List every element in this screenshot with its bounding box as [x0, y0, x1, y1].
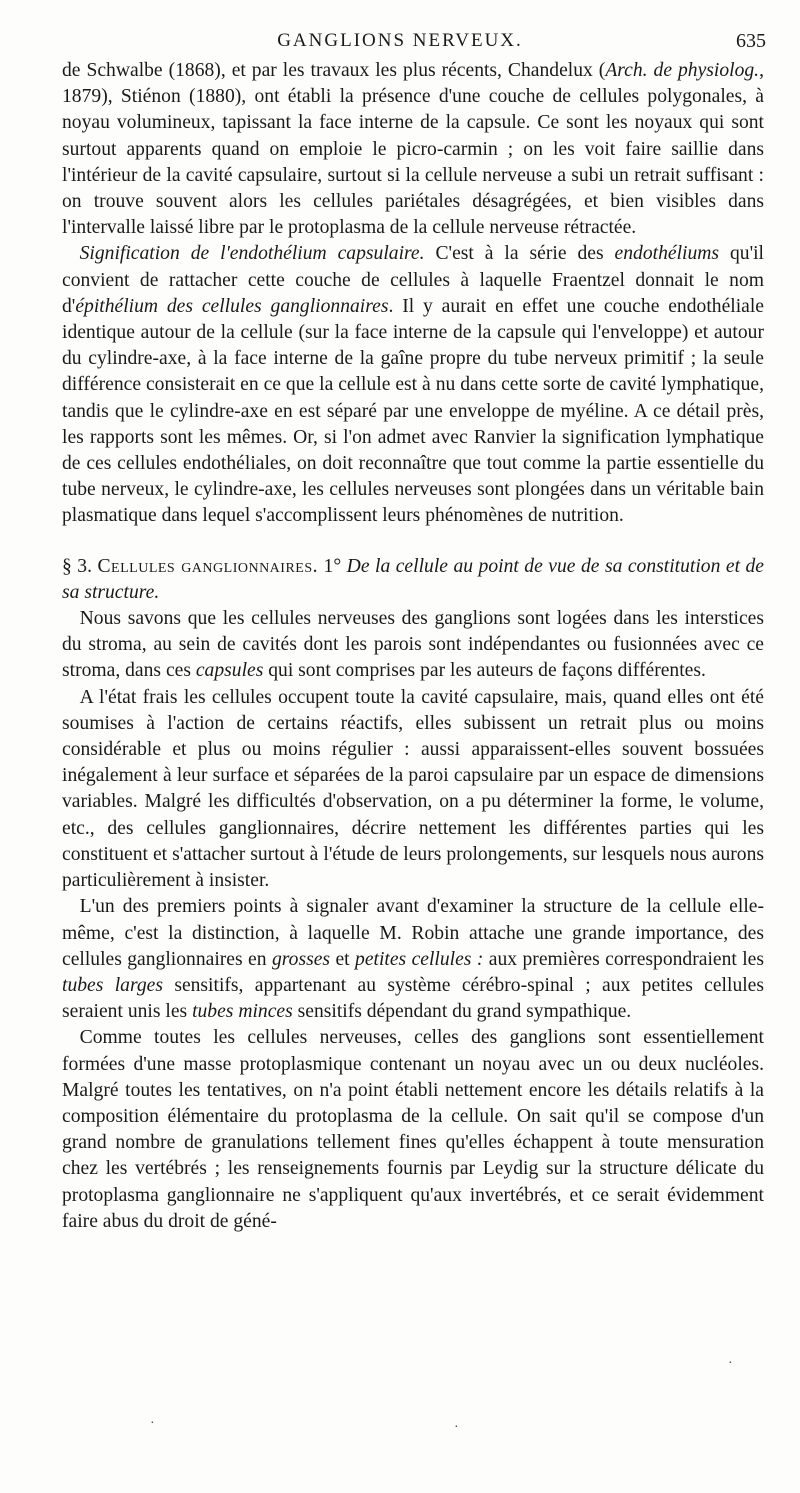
text-run: 1° [318, 555, 347, 577]
text-run: sensitifs dépendant du grand sympathique. [292, 1001, 632, 1023]
text-run: Comme toutes les cellules nerveuses, celles des ganglions sont essentiellement formées d'une masse protoplasmique contenant un noyau avec un ou deux nucléoles. Malgré toutes les tentatives, on n'a point établi nettement encore les détails relatifs à la composition élémentaire du protoplasma de la cellule. On sait qu'il se compose d'un grand nombre de granulations tellement fines qu'elles échappent à toute mensuration chez les vertébrés ; les renseignements fournis par Leydig sur la structure délicate du protoplasma ganglionnaire ne s'appliquent qu'aux invertébrés, et ce serait évidemment faire abus du droit de géné- [62, 1027, 764, 1232]
running-head: GANGLIONS NERVEUX. [277, 30, 523, 51]
text-run: C'est à la série des [424, 243, 615, 265]
term-italic: tubes larges [62, 974, 163, 996]
print-speck: · [454, 1420, 459, 1435]
text-run: A l'état frais les cellules occupent toute la cavité capsulaire, mais, quand elles ont été soumises à l'action de certains réactifs, elles subissent un retrait plus ou moins considérable et plus ou moins régulier : aussi apparaissent-elles souvent bossuées inégalement à leur surface et séparées de la paroi capsulaire par un espace de dimensions variables. Malgré les difficultés d'observation, on a pu déterminer la forme, le volume, etc., des cellules ganglionnaires, décrire nettement les différentes parties qui les constituent et s'attacher surtout à l'étude de leurs prolongements, sur lesquels nous aurons particulièrement à insister. [62, 686, 764, 892]
term-italic: tubes minces [192, 1001, 293, 1023]
paragraph-schwalbe [62, 58, 764, 241]
text-run: . Il y aurait en effet une couche endothéliale identique autour de la cellule (sur la face interne de la capsule qui l'enveloppe) et autour du cylindre-axe, à la face interne de la gaîne propre du tube nerveux primitif ; la seule différence consisterait en ce que la cellule est à nu dans cette sorte de cavité lymphatique, tandis que le cylindre-axe en est séparé par une enveloppe de myéline. A ce détail près, les rapports sont les mêmes. Or, si l'on admet avec Ranvier la signification lymphatique de ces cellules endothéliales, on doit reconnaître que tout comme la partie essentielle du tube nerveux, le cylindre-axe, les cellules nerveuses sont plongées dans un véritable bain plasmatique dans lequel s'accomplissent leurs phénomènes de nutrition. [62, 295, 764, 527]
subsection-heading: Signification de l'endothélium capsulaire. [79, 243, 425, 265]
paragraph-capsules [62, 606, 764, 685]
section-subtitle: De la cellule au point de vue de sa constitution et de sa structure. [62, 555, 764, 603]
page-number: 635 [736, 30, 766, 52]
citation-italic: Arch. de physiolog. [605, 60, 760, 81]
print-speck: · [150, 1416, 155, 1431]
paragraph-signification [62, 241, 764, 529]
section-mark: § 3. [62, 555, 98, 577]
term-italic: grosses [271, 948, 331, 970]
text-run: de Schwalbe (1868), et par les travaux les plus récents, Chandelux ( [62, 60, 606, 81]
body-text [62, 58, 764, 1235]
term-italic: petites cellules : [355, 948, 484, 970]
print-speck: · [728, 1356, 733, 1371]
text-run: sensitifs, appartenant au système cérébro-spinal ; aux petites cellules seraient unis les [62, 974, 765, 1023]
text-run: et [330, 948, 356, 970]
paragraph-etat-frais [62, 685, 764, 895]
text-run: qu'il convient de rattacher cette couche de cellules à laquelle Fraentzel donnait le nom d' [62, 243, 764, 317]
term-italic: capsules [195, 660, 264, 682]
text-run: , 1879), Stiénon (1880), ont établi la présence d'une couche de cellules polygonales, à noyau volumineux, tapissant la face interne de la capsule. Ce sont les noyaux qui sont surtout apparents quand on emploie le picro-carmin ; on les voit faire saillie dans l'intérieur de la cavité capsulaire, surtout si la cellule nerveuse a subi un retrait suffisant : on trouve souvent alors les cellules pariétales désagrégées, et bien visibles dans l'intervalle laissé libre par le protoplasma de la cellule nerveuse rétractée. [62, 60, 764, 239]
term-italic: épithélium des cellules ganglionnaires [75, 295, 389, 317]
page-header [0, 30, 800, 58]
term-italic: endothéliums [614, 243, 720, 265]
text-run: qui sont comprises par les auteurs de façons différentes. [263, 660, 706, 682]
section-title: Cellules ganglionnaires. [97, 555, 319, 577]
section-heading [62, 554, 764, 606]
paragraph-protoplasma [62, 1025, 764, 1235]
text-run: aux premières correspondraient les [483, 948, 765, 970]
text-run: Nous savons que les cellules nerveuses des ganglions sont logées dans les interstices du stroma, au sein de cavités dont les parois sont indépendantes ou fusionnées avec ce stroma, dans ces [62, 608, 764, 682]
text-run: L'un des premiers points à signaler avant d'examiner la structure de la cellule elle-même, c'est la distinction, à laquelle M. Robin attache une grande importance, des cellules ganglionnaires en [62, 896, 764, 970]
paragraph-robin [62, 894, 764, 1025]
